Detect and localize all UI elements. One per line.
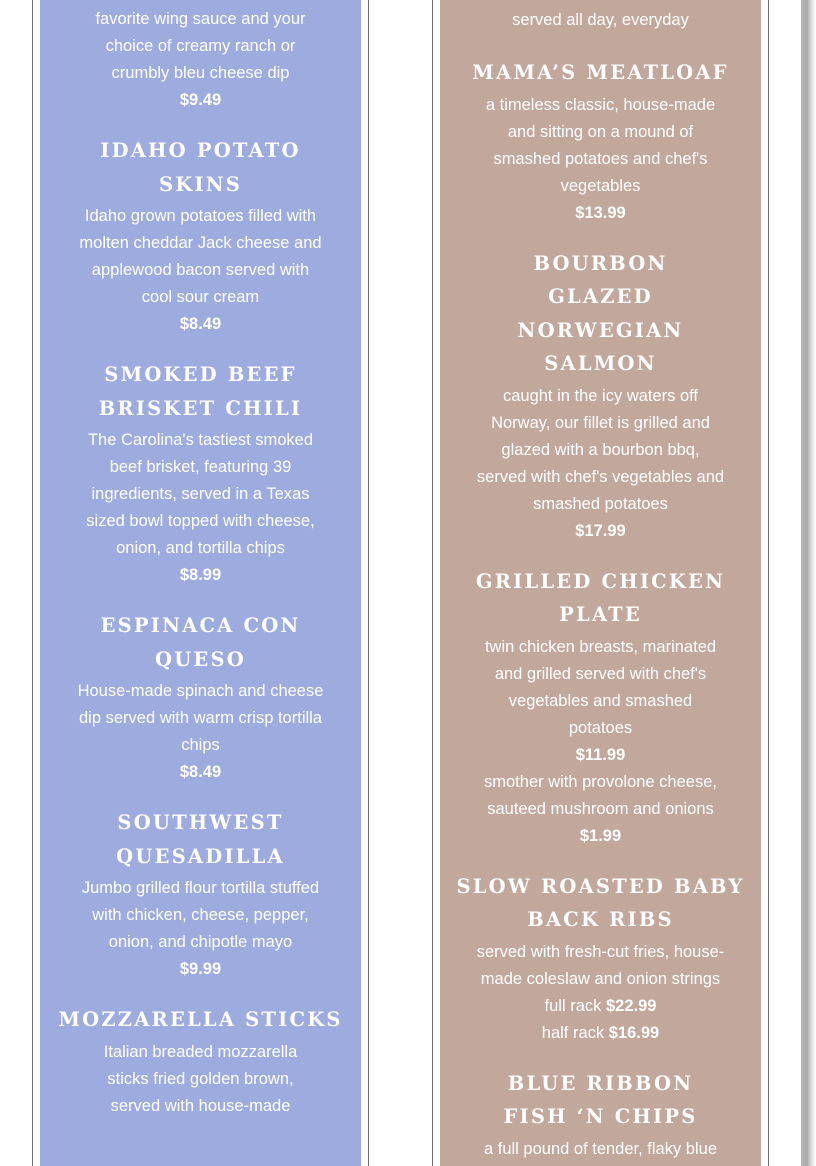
item-title: ESPINACA CON QUESO	[100, 614, 301, 671]
menu-item-partial	[40, 6, 361, 114]
menu-item-mamas-meatloaf	[440, 56, 761, 227]
item-price: $13.99	[575, 203, 626, 222]
menu-item-espinaca-con-queso	[40, 609, 361, 786]
option-price: $16.99	[608, 1023, 660, 1042]
item-description: The Carolina's tastiest smoked beef brisket, featuring 39 ingredients, served in a Texas sized bowl topped with cheese, onion, and tortilla chips	[86, 431, 315, 557]
item-price: $8.49	[179, 763, 222, 781]
item-price: $9.49	[179, 91, 222, 109]
item-title: SOUTHWEST QUESADILLA	[116, 811, 285, 868]
item-description: House-made spinach and cheese dip served with warm crisp tortilla chips	[77, 682, 324, 754]
item-description: a full pound of tender, flaky blue	[484, 1139, 717, 1158]
item-title: MOZZARELLA STICKS	[58, 1008, 343, 1031]
item-title: SLOW ROASTED BABY BACK RIBS	[456, 874, 745, 931]
item-description: favorite wing sauce and your choice of creamy ranch or crumbly bleu cheese dip	[95, 10, 306, 82]
menu-item-brisket-chili	[40, 358, 361, 589]
option-label: full rack	[544, 996, 602, 1015]
menu-item-bourbon-salmon	[440, 247, 761, 545]
item-addon-description: smother with provolone cheese, sauteed mushroom and onions	[484, 772, 717, 818]
menu-item-idaho-potato-skins	[40, 134, 361, 338]
item-description: Italian breaded mozzarella sticks fried golden brown, served with house-made	[103, 1042, 298, 1115]
item-description: a timeless classic, house-made and sitting on a mound of smashed potatoes and chef's vegetables	[485, 95, 716, 195]
menu-item-baby-back-ribs	[440, 870, 761, 1047]
item-price: $11.99	[575, 745, 626, 764]
item-description: Idaho grown potatoes filled with molten cheddar Jack cheese and applewood bacon served with cool sour cream	[79, 207, 322, 306]
item-price: $17.99	[575, 521, 626, 540]
item-description: caught in the icy waters off Norway, our fillet is grilled and glazed with a bourbon bbq, served with chef's vegetables and smashed potatoes	[476, 386, 725, 513]
item-title: MAMA’S MEATLOAF	[472, 61, 729, 84]
item-title: BLUE RIBBON FISH ‘N CHIPS	[503, 1071, 698, 1128]
menu-item-fish-n-chips	[440, 1067, 761, 1163]
item-title: SMOKED BEEF BRISKET CHILI	[98, 363, 303, 420]
menu-item-grilled-chicken-plate	[440, 565, 761, 850]
menu-item-mozzarella-sticks	[40, 1003, 361, 1120]
option-price: $22.99	[605, 996, 657, 1015]
appetizers-panel	[40, 0, 361, 1166]
item-price: $8.49	[179, 315, 222, 333]
menu-item-partial	[440, 7, 761, 34]
page-edge-shadow	[801, 0, 816, 1166]
item-option-half-rack	[440, 1020, 761, 1047]
appetizers-list	[40, 4, 361, 1140]
item-price: $8.99	[179, 566, 222, 584]
item-title: GRILLED CHICKEN PLATE	[475, 569, 726, 626]
item-description: Jumbo grilled flour tortilla stuffed with chicken, cheese, pepper, onion, and chipotle mayo	[81, 879, 320, 951]
option-label: half rack	[541, 1023, 605, 1042]
item-title: IDAHO POTATO SKINS	[100, 139, 301, 196]
item-addon-price: $1.99	[579, 826, 622, 845]
item-title: BOURBON GLAZED NORWEGIAN SALMON	[517, 251, 684, 375]
entrees-list	[440, 5, 761, 1166]
item-price: $9.99	[179, 960, 222, 978]
item-description: served all day, everyday	[512, 11, 689, 29]
entrees-panel	[440, 0, 761, 1166]
item-option-full-rack	[440, 993, 761, 1020]
item-description: twin chicken breasts, marinated and grilled served with chef's vegetables and smashed potatoes	[484, 637, 717, 737]
menu-item-southwest-quesadilla	[40, 806, 361, 983]
item-description: served with fresh-cut fries, house-made coleslaw and onion strings	[476, 942, 725, 988]
